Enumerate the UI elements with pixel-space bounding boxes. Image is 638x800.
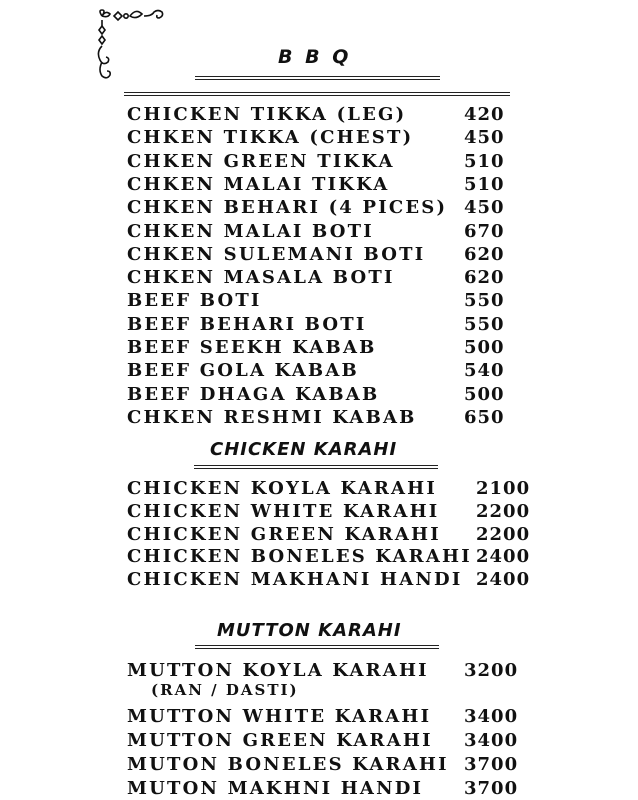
menu-item-price: 3700 [464, 778, 519, 799]
menu-item-name: MUTON MAKHNI HANDI [127, 778, 424, 799]
menu-item-price: 540 [464, 360, 505, 382]
menu-item-price: 510 [464, 173, 505, 195]
menu-item-name: MUTTON GREEN KARAHI [127, 730, 433, 751]
menu-item-name: CHKEN MALAI TIKKA [127, 173, 390, 195]
menu-item-name: CHKEN GREEN TIKKA [127, 150, 395, 172]
menu-item-note: (RAN / DASTI) [151, 681, 299, 699]
menu-item-price: 3400 [464, 730, 519, 751]
menu-item-price: 3400 [464, 706, 519, 727]
menu-item-name: MUTON BONELES KARAHI [127, 754, 449, 775]
menu-item-name: BEEF DHAGA KABAB [127, 383, 380, 405]
menu-item-price: 420 [464, 104, 505, 125]
menu-item-price: 670 [464, 220, 505, 242]
menu-item-name: CHICKEN GREEN KARAHI [127, 523, 441, 545]
menu-item-name: CHKEN MALAI BOTI [127, 220, 374, 242]
menu-item-price: 2200 [476, 523, 531, 545]
corner-flourish-icon [96, 6, 176, 82]
section-title-mutton-karahi: MUTTON KARAHI [217, 620, 402, 641]
menu-item-price: 500 [464, 383, 505, 405]
section-title-chicken-karahi: CHICKEN KARAHI [210, 439, 398, 460]
menu-item-name: CHICKEN MAKHANI HANDI [127, 569, 463, 591]
menu-item-price: 550 [464, 290, 505, 312]
menu-item-name: CHICKEN BONELES KARAHI [127, 546, 472, 568]
menu-item-price: 620 [464, 267, 505, 289]
menu-item-price: 2200 [476, 500, 531, 522]
menu-item-price: 2100 [476, 478, 531, 499]
menu-item-price: 3200 [464, 660, 519, 681]
menu-item-name: MUTTON WHITE KARAHI [127, 706, 432, 727]
section-rule [124, 92, 510, 96]
menu-item-name: MUTTON KOYLA KARAHI [127, 660, 429, 681]
section-title-bbq: B B Q [278, 46, 352, 68]
menu-item-price: 2400 [476, 546, 531, 568]
menu-item-name: CHKEN TIKKA (CHEST) [127, 127, 414, 149]
menu-item-price: 500 [464, 337, 505, 358]
menu-item-name: CHICKEN TIKKA (LEG) [127, 104, 407, 125]
menu-item-name: CHKEN MASALA BOTI [127, 267, 395, 289]
section-rule [194, 465, 438, 469]
menu-item-name: CHKEN BEHARI (4 PICES) [127, 197, 448, 219]
menu-item-price: 510 [464, 150, 505, 172]
menu-item-price: 550 [464, 313, 505, 335]
menu-item-price: 3700 [464, 754, 519, 775]
menu-item-name: BEEF BEHARI BOTI [127, 313, 367, 335]
menu-item-name: CHKEN RESHMI KABAB [127, 406, 417, 428]
menu-item-name: BEEF BOTI [127, 290, 262, 312]
menu-item-name: CHICKEN WHITE KARAHI [127, 500, 440, 522]
menu-item-name: BEEF GOLA KABAB [127, 360, 359, 382]
section-rule [195, 76, 440, 80]
menu-item-price: 620 [464, 243, 505, 265]
menu-item-name: CHKEN SULEMANI BOTI [127, 243, 426, 265]
menu-item-price: 2400 [476, 569, 531, 591]
section-rule [195, 645, 439, 649]
menu-item-price: 650 [464, 406, 505, 428]
menu-item-price: 450 [464, 197, 505, 219]
menu-item-name: BEEF SEEKH KABAB [127, 337, 377, 358]
menu-item-price: 450 [464, 127, 505, 149]
menu-item-name: CHICKEN KOYLA KARAHI [127, 478, 437, 499]
